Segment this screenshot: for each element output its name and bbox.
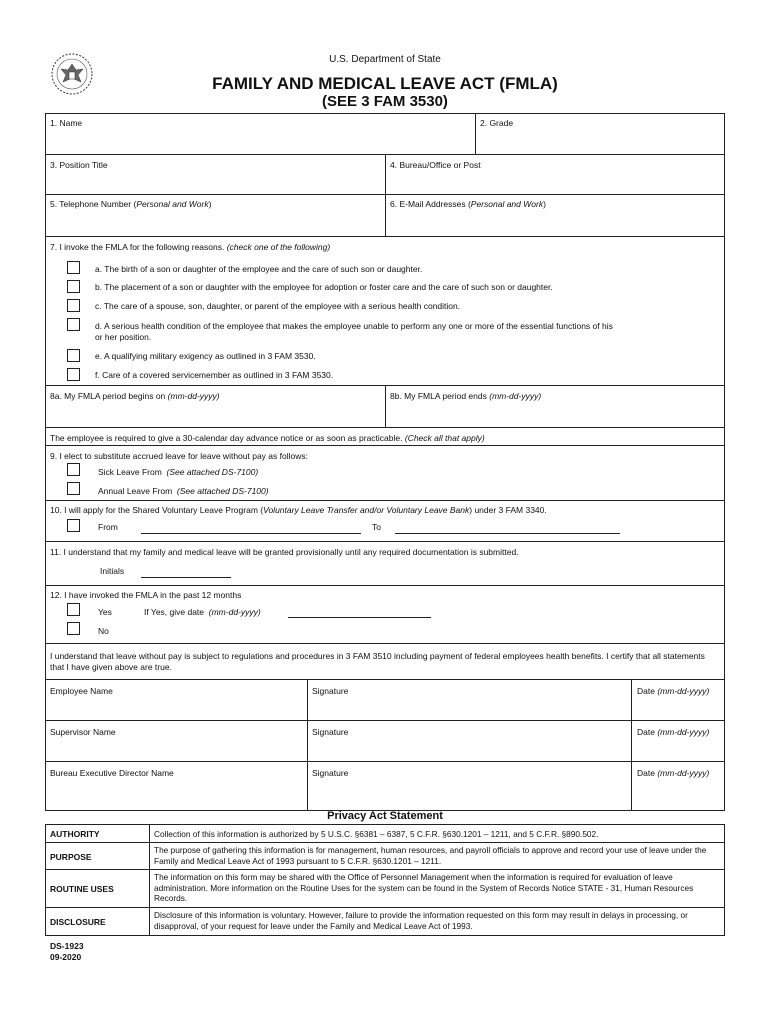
director-signature-label: Signature	[312, 768, 349, 778]
past-fmla-yes-checkbox[interactable]	[67, 603, 80, 616]
vlt-from-field[interactable]	[141, 532, 361, 534]
reason-b-checkbox[interactable]	[67, 280, 80, 293]
provisional-heading: 11. I understand that my family and medical leave will be granted provisionally until any required documentation is submitted.	[50, 547, 519, 557]
reason-d-checkbox[interactable]	[67, 318, 80, 331]
disclosure-text: Disclosure of this information is voluntary. However, failure to provide the information requested on this form may result in delays in processing, or disapproval, of your request for leave under the Family and Medical Leave Act of 1993.	[154, 910, 688, 931]
department-name: U.S. Department of State	[329, 54, 441, 65]
routine-uses-label: ROUTINE USES	[50, 884, 114, 894]
authority-label: AUTHORITY	[50, 829, 100, 839]
reason-c-label: c. The care of a spouse, son, daughter, or parent of the employee with a serious health condition.	[95, 301, 461, 311]
period-ends-label: 8b. My FMLA period ends (mm-dd-yyyy)	[390, 391, 542, 401]
annual-leave-label: Annual Leave From (See attached DS-7100)	[98, 486, 269, 496]
reason-f-label: f. Care of a covered servicemember as outlined in 3 FAM 3530.	[95, 370, 334, 380]
form-title: FAMILY AND MEDICAL LEAVE ACT (FMLA)	[212, 74, 558, 93]
authority-text: Collection of this information is authorized by 5 U.S.C. §6381 – 6387, 5 C.F.R. §630.1201 – 1211, and 5 C.F.R. §890.502.	[154, 829, 599, 839]
certification-text: I understand that leave without pay is subject to regulations and procedures in 3 FAM 3510 including payment of federal employees health benefits. I certify that all statements that I have given above are true.	[50, 651, 705, 672]
substitute-heading: 9. I elect to substitute accrued leave for leave without pay as follows:	[50, 451, 308, 461]
position-title-label: 3. Position Title	[50, 160, 108, 170]
past-fmla-yes-label: Yes	[98, 607, 112, 617]
supervisor-date-label: Date (mm-dd-yyyy)	[637, 727, 710, 737]
vlt-to-field[interactable]	[395, 532, 620, 534]
email-label: 6. E-Mail Addresses (Personal and Work)	[390, 199, 546, 209]
sick-leave-checkbox[interactable]	[67, 463, 80, 476]
form-number-code: DS-1923	[50, 941, 84, 951]
advance-notice-text: The employee is required to give a 30-calendar day advance notice or as soon as practicable. (Check all that apply)	[50, 433, 485, 443]
director-date-label: Date (mm-dd-yyyy)	[637, 768, 710, 778]
director-name-label: Bureau Executive Director Name	[50, 768, 174, 778]
form-subtitle: (SEE 3 FAM 3530)	[322, 93, 448, 110]
name-label: 1. Name	[50, 118, 83, 128]
purpose-label: PURPOSE	[50, 852, 92, 862]
reason-e-checkbox[interactable]	[67, 349, 80, 362]
reasons-heading: 7. I invoke the FMLA for the following reasons. (check one of the following)	[50, 242, 331, 252]
period-begins-label: 8a. My FMLA period begins on (mm-dd-yyyy)	[50, 391, 220, 401]
telephone-label: 5. Telephone Number (Personal and Work)	[50, 199, 212, 209]
bureau-label: 4. Bureau/Office or Post	[390, 160, 481, 170]
purpose-text: The purpose of gathering this information is for management, human resources, and payroll officials to approve and record your use of leave under the Family and Medical Leave Act of 1993 pursuant to 5 C.F.R. §630.1201 – 1211.	[154, 845, 707, 866]
reason-a-label: a. The birth of a son or daughter of the employee and the care of such son or daughter.	[95, 264, 423, 274]
past-fmla-no-label: No	[98, 626, 109, 636]
initials-field[interactable]	[141, 576, 231, 578]
disclosure-label: DISCLOSURE	[50, 917, 106, 927]
past-fmla-date-field[interactable]	[288, 616, 431, 618]
reason-f-checkbox[interactable]	[67, 368, 80, 381]
supervisor-signature-label: Signature	[312, 727, 349, 737]
sick-leave-label: Sick Leave From (See attached DS-7100)	[98, 467, 259, 477]
reason-b-label: b. The placement of a son or daughter with the employee for adoption or foster care and the care of such son or daughter.	[95, 282, 553, 292]
past-fmla-heading: 12. I have invoked the FMLA in the past 12 months	[50, 590, 242, 600]
reason-d-label: d. A serious health condition of the employee that makes the employee unable to perform any one or more of the essential functions of his or her position.	[95, 321, 613, 342]
employee-name-label: Employee Name	[50, 686, 113, 696]
initials-label: Initials	[100, 566, 125, 576]
routine-uses-text: The information on this form may be shared with the Office of Personnel Management when the information is required for evaluation of leave administration. More information on the Routine Uses for the system can be found in the System of Records Notice STATE - 31, Human Resources Records.	[154, 872, 694, 903]
privacy-act-heading: Privacy Act Statement	[327, 810, 443, 822]
employee-signature-label: Signature	[312, 686, 349, 696]
form-number-date: 09-2020	[50, 952, 82, 962]
employee-date-label: Date (mm-dd-yyyy)	[637, 686, 710, 696]
supervisor-name-label: Supervisor Name	[50, 727, 116, 737]
reason-c-checkbox[interactable]	[67, 299, 80, 312]
vlt-to-label: To	[372, 522, 381, 532]
past-fmla-date-label: If Yes, give date (mm-dd-yyyy)	[144, 607, 261, 617]
past-fmla-no-checkbox[interactable]	[67, 622, 80, 635]
vlt-from-label: From	[98, 522, 118, 532]
form-number	[50, 941, 84, 963]
reason-e-label: e. A qualifying military exigency as outlined in 3 FAM 3530.	[95, 351, 316, 361]
fmla-form	[45, 113, 725, 937]
annual-leave-checkbox[interactable]	[67, 482, 80, 495]
grade-label: 2. Grade	[480, 118, 514, 128]
reason-a-checkbox[interactable]	[67, 261, 80, 274]
vlt-checkbox[interactable]	[67, 519, 80, 532]
vlt-heading: 10. I will apply for the Shared Voluntary Leave Program (Voluntary Leave Transfer and/or Voluntary Leave Bank) under 3 FAM 3340.	[50, 505, 547, 515]
